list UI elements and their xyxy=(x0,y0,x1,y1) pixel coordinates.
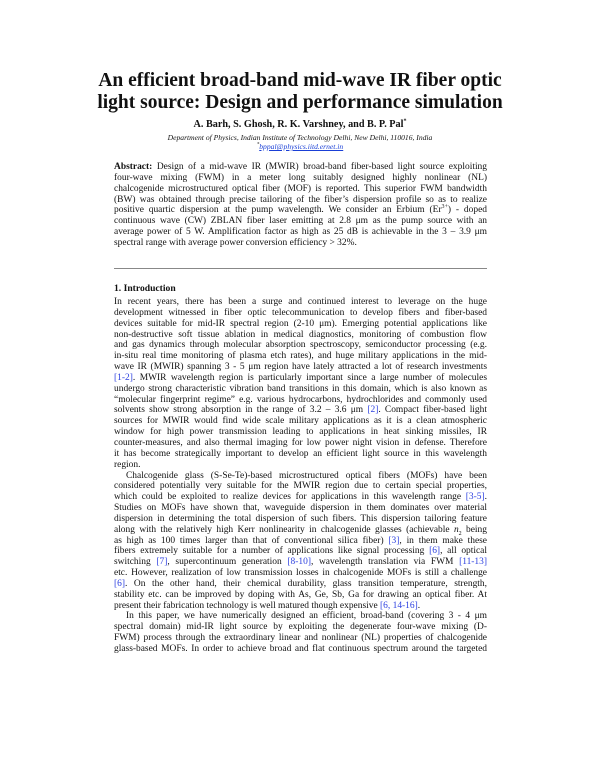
text-line xyxy=(114,557,487,568)
section-heading: 1. Introduction xyxy=(114,283,176,294)
text-line xyxy=(114,205,487,216)
text-line xyxy=(114,395,487,406)
citation-link[interactable]: [2] xyxy=(367,405,379,416)
text-segment: In recent years, there has been a surge and continued interest to leverage on the huge xyxy=(114,297,487,307)
section-divider xyxy=(114,268,487,269)
affiliation-block xyxy=(0,133,600,151)
text-segment: wave IR (MWIR) spanning 3 - 5 μm region have lately attracted a lot of research investments xyxy=(114,362,487,373)
text-line xyxy=(114,449,487,460)
text-segment: . MWIR wavelength region is particularly important since a large number of molecules xyxy=(132,372,487,383)
text-line xyxy=(114,384,487,395)
text-segment: , all optical xyxy=(440,546,487,557)
text-line xyxy=(114,216,487,227)
text-segment: development witnessed in fiber optic telecommunication to develop fibers and fiber-based xyxy=(114,307,487,318)
text-segment: (BW) was obtained through precise tailoring of the fiber’s dispersion profile so as to realize xyxy=(114,194,487,205)
text-line xyxy=(114,601,487,612)
text-segment: Studies on MOFs have shown that, waveguide dispersion in them dominates over material xyxy=(114,503,487,514)
text-segment: in-situ real time monitoring of plasma etch rates), and huge military applications in the mid- xyxy=(114,351,487,362)
text-segment: four-wave mixing (FWM) in a meter long suitably designed highly nonlinear (NL) xyxy=(114,172,487,183)
text-line xyxy=(114,503,487,514)
text-segment: glass-based MOFs. In order to achieve broad and flat continuous spectrum around the targeted xyxy=(114,644,487,654)
text-segment: it has become strategically important to develop an efficient light source in this wavelength xyxy=(114,448,487,459)
introduction-body xyxy=(114,297,487,655)
text-line xyxy=(114,373,487,384)
text-segment: as high as 100 times larger than that of conventional silica fiber) xyxy=(114,535,389,546)
text-segment: , in them make these xyxy=(399,535,487,546)
text-line xyxy=(114,238,487,249)
text-line xyxy=(114,481,487,492)
text-segment: dispersion in determining the total dispersion of such fibers. This dispersion tailoring feature xyxy=(114,513,487,524)
text-segment: . xyxy=(417,600,421,611)
text-segment: continuous wave (CW) ZBLAN fiber laser emitting at 2.8 μm as the pump source with an xyxy=(114,216,487,227)
text-segment: stability etc. can be improved by doping with As, Ge, Sb, Ga for drawing an optical fiber. At xyxy=(114,589,487,600)
text-line xyxy=(114,416,487,427)
author-list xyxy=(0,119,600,130)
paragraph xyxy=(114,611,487,654)
text-segment: which could be exploited to realize devices for applications in this wavelength range xyxy=(114,492,466,503)
text-segment: positive quartic dispersion at the pump wavelength. We consider an Erbium (Er xyxy=(114,205,442,216)
text-segment: undergo strong characteristic vibration band transitions in this domain, which is also known as xyxy=(114,383,487,394)
text-segment: considered potentially very suitable for the MWIR region due to certain special properties, xyxy=(114,481,487,492)
text-segment: chalcogenide microstructured optical fiber (MOF) is reported. This superior FWM bandwidth xyxy=(114,183,487,194)
text-segment: spectral range with average power conversion efficiency > 32%. xyxy=(114,237,357,248)
text-segment: 2 xyxy=(458,530,462,537)
text-segment: etc. However, realization of low transmission losses in chalcogenide MOFs is still a challenge xyxy=(114,568,487,579)
text-segment: region. xyxy=(114,459,141,470)
text-line xyxy=(114,162,487,173)
text-segment: Design of a mid-wave IR (MWIR) broad-band fiber-based light source exploiting xyxy=(152,162,487,172)
paper-title xyxy=(0,70,600,113)
citation-link[interactable]: [6] xyxy=(429,546,441,557)
text-segment: Abstract: xyxy=(114,162,153,172)
text-line xyxy=(114,184,487,195)
citation-link[interactable]: [6, 14-16] xyxy=(380,600,418,611)
text-segment: devices suitable for mid-IR spectral region (2-10 μm). Emerging potential applications like xyxy=(114,318,487,329)
text-line xyxy=(114,173,487,184)
text-line xyxy=(114,340,487,351)
text-line xyxy=(114,427,487,438)
text-line xyxy=(114,492,487,503)
text-segment: non-destructive soft tissue ablation in medical diagnostics, monitoring of combustion flow xyxy=(114,329,487,340)
text-line xyxy=(114,297,487,308)
text-segment: fibers extremely suitable for a number of applications like signal processing xyxy=(114,546,430,557)
text-segment: present their fabrication technology is well matured though expensive xyxy=(114,600,381,611)
author-email-link[interactable]: bppal@physics.iitd.ernet.in xyxy=(259,142,344,151)
text-line xyxy=(114,227,487,238)
corresponding-author-mark: * xyxy=(403,118,407,125)
text-line xyxy=(114,362,487,373)
email-mark: * xyxy=(256,142,260,148)
paragraph xyxy=(114,297,487,471)
authors-text: A. Barh, S. Ghosh, R. K. Varshney, and B. P. Pal xyxy=(193,119,404,130)
text-segment: “molecular fingerprint regime” e.g. various hydrocarbons, hydrochlorides and commonly used xyxy=(114,394,487,405)
text-segment: . xyxy=(484,492,487,503)
citation-link[interactable]: [11-13] xyxy=(459,557,488,568)
text-segment: n xyxy=(453,524,459,535)
text-segment: . Compact fiber-based light xyxy=(378,405,487,416)
text-segment: Chalcogenide glass (S-Se-Te)-based microstructured optical fibers (MOFs) have been xyxy=(126,470,487,481)
text-segment: and gas dynamics through molecular absorption spectroscopy, semiconductor processing (e.g. xyxy=(114,340,487,351)
citation-link[interactable]: [3] xyxy=(388,535,400,546)
text-segment: average power of 5 W. Amplification factor as high as 25 dB is achievable in the 3 – 3.9 μm xyxy=(114,227,487,238)
text-line xyxy=(114,471,487,482)
text-segment: switching xyxy=(114,557,157,568)
citation-link[interactable]: [3-5] xyxy=(465,492,485,503)
text-line xyxy=(114,536,487,547)
text-line xyxy=(114,351,487,362)
text-segment: spectral domain) mid-IR light source by exploiting the degenerate four-wave mixing (D- xyxy=(114,622,487,633)
text-segment: . On the other hand, their chemical durability, glass transition temperature, strength, xyxy=(125,578,487,589)
text-segment: along with the relatively high Kerr nonlinearity in chalcogenide glasses (achievable xyxy=(114,524,454,535)
text-segment: sources for MWIR would find wide scale military applications as it is a clean atmospheric xyxy=(114,416,487,427)
text-line xyxy=(114,405,487,416)
text-line xyxy=(114,590,487,601)
title-line: An efficient broad-band mid-wave IR fiber optic xyxy=(98,70,502,91)
citation-link[interactable]: [8-10] xyxy=(287,557,311,568)
text-segment: window for high power transmission leading to applications in heat sinking missiles, IR xyxy=(114,427,487,438)
text-line xyxy=(114,460,487,471)
text-line xyxy=(114,546,487,557)
text-segment: counter-measures, and also thermal imaging for low power night vision in defense. Therefore xyxy=(114,437,487,448)
text-segment: In this paper, we have numerically designed an efficient, broad-band (covering 3 - 4 μm xyxy=(126,611,487,622)
text-segment: FWM) process through the extraordinary linear and nonlinear (NL) properties of chalcogenide xyxy=(114,633,487,644)
text-line xyxy=(114,514,487,525)
text-line xyxy=(114,568,487,579)
text-line xyxy=(114,525,487,536)
text-segment: , supercontinuum generation xyxy=(167,557,288,568)
text-line xyxy=(114,438,487,449)
paragraph xyxy=(114,471,487,612)
title-line: light source: Design and performance simulation xyxy=(97,91,503,113)
affiliation: Department of Physics, Indian Institute of Technology Delhi, New Delhi, 110016, India xyxy=(167,133,433,142)
text-line xyxy=(114,644,487,655)
text-line xyxy=(114,611,487,622)
citation-link[interactable]: [6] xyxy=(114,578,126,589)
citation-link[interactable]: [1-2] xyxy=(114,372,133,383)
citation-link[interactable]: [7] xyxy=(156,557,168,568)
text-line xyxy=(114,330,487,341)
text-segment: being xyxy=(461,524,487,535)
text-segment: ) - doped xyxy=(447,205,487,216)
text-line xyxy=(114,319,487,330)
text-line xyxy=(114,633,487,644)
abstract xyxy=(114,162,487,249)
text-segment: , wavelength translation via FWM xyxy=(310,557,460,568)
text-line xyxy=(114,579,487,590)
text-segment: solvents show strong absorption in the range of 3.2 – 3.6 μm xyxy=(114,405,368,416)
text-line xyxy=(114,308,487,319)
text-line xyxy=(114,622,487,633)
text-segment: 3+ xyxy=(441,204,448,211)
text-line xyxy=(114,195,487,206)
